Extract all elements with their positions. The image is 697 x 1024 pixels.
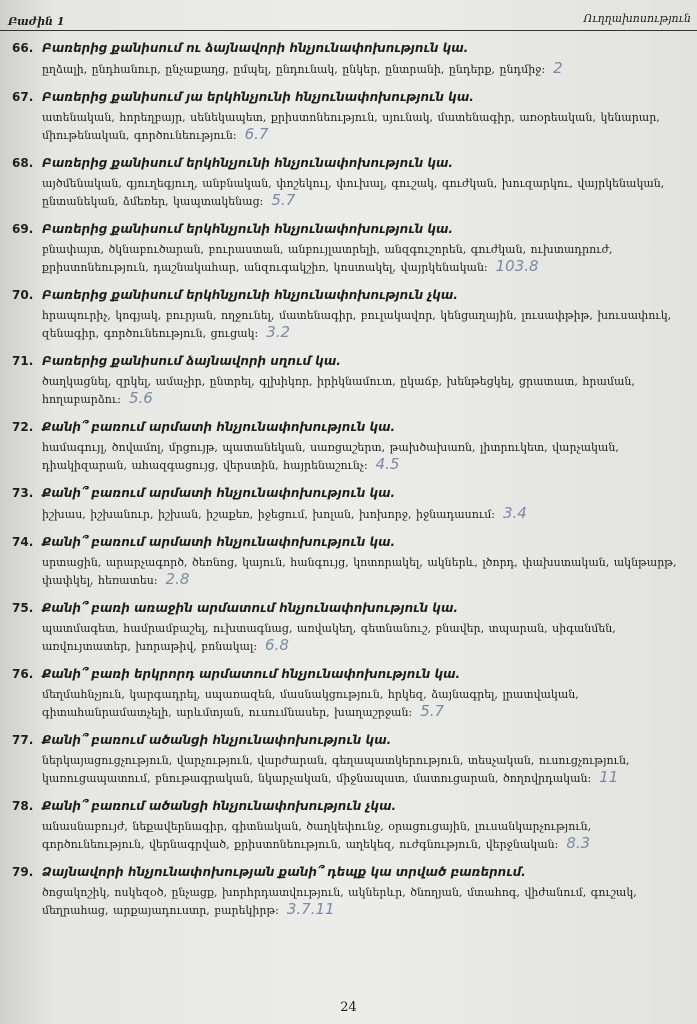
exercise-question-text: Քանի՞ բառի առաջին արմատում հնչյունափոխություն կա. — [42, 601, 458, 615]
exercise-question-text: Քանի՞ բառի երկրորդ արմատում հնչյունափոխություն կա. — [42, 667, 461, 681]
handwritten-answer: 11 — [599, 768, 619, 786]
handwritten-answer: 6.7 — [244, 125, 269, 143]
word-list-text: բնափայտ, ծկնաբուծարան, բուրաստան, անբույլատրելի, անզգուշորեն, գուժկան, ուխտադրուժ, քրիստոնեություն, դաշնակահար, անզուգակշիռ, կոստակել, վայրկենական: — [42, 243, 613, 274]
exercise-number: 68. — [12, 156, 34, 170]
word-list-text: ատենական, հորեղբայր, սենեկապետ, քրիստոնեություն, սյունակ, մատենագիր, առօրեական, կենարար, միութենական, գործունեություն: — [42, 111, 660, 142]
exercise-item — [12, 485, 693, 523]
exercise-item — [12, 40, 693, 78]
exercise-item — [12, 534, 693, 589]
exercise-number: 76. — [12, 667, 34, 681]
word-list-text: ներկայացուցչություն, վարչություն, վարժարան, գեղապատկերություն, տեսչական, ուսուցչություն, կառուցապատում, բնութագրական, նկարչական, միջնապատ, մատուցարան, ծողովրդական: — [42, 754, 630, 785]
exercise-item — [12, 287, 693, 342]
exercise-question — [12, 155, 693, 171]
exercise-word-list — [42, 175, 693, 210]
handwritten-answer: 3.4 — [502, 504, 527, 522]
word-list-text: հրապուրիչ, կոգյակ, բուրյան, ողջունել, մատենագիր, բուլակավոր, կենցաղային, լուսափթիթ, խուսափուկ, զենագիր, գործունեություն, ցուցակ: — [42, 309, 672, 340]
word-list-text: ծաղկացնել, զրկել, ամաչիր, ընտրել, գլխիկոր, իրիկնամուտ, ըկաճբ, խենթեցկել, ցրատատ, հրաման, հողաբարձու: — [42, 375, 635, 406]
exercise-number: 70. — [12, 288, 34, 302]
exercise-question — [12, 600, 693, 616]
exercise-item — [12, 600, 693, 655]
word-list-text: իշխաս, իշխանուր, իշխան, իշաքեռ, իջեցում, խոլան, խոխորջ, իջնադասում: — [42, 508, 495, 521]
exercise-number: 69. — [12, 222, 34, 236]
exercise-item — [12, 419, 693, 474]
exercise-number: 78. — [12, 799, 34, 813]
handwritten-answer: 3.7.11 — [286, 900, 335, 918]
exercise-question — [12, 419, 693, 435]
exercise-word-list — [42, 884, 693, 919]
exercise-list — [12, 40, 693, 930]
exercise-question — [12, 864, 693, 880]
exercise-word-list — [42, 505, 693, 523]
exercise-item — [12, 666, 693, 721]
exercise-item — [12, 155, 693, 210]
handwritten-answer: 2 — [553, 59, 563, 77]
exercise-question-text: Քանի՞ բառում արմատի հնչյունափոխություն կա. — [42, 535, 396, 549]
exercise-item — [12, 798, 693, 853]
exercise-question-text: Բառերից քանիսում երկհնչյունի հնչյունափոխություն կա. — [42, 156, 453, 170]
exercise-question-text: Քանի՞ բառում ածանցի հնչյունափոխություն չկա. — [42, 799, 397, 813]
exercise-question-text: Բառերից քանիսում երկհնչյունի հնչյունափոխություն չկա. — [42, 288, 458, 302]
exercise-question-text: Քանի՞ բառում ածանցի հնչյունափոխություն կա. — [42, 733, 392, 747]
word-list-text: մեղմահնչյուն, կարգադրել, սպառազեն, մասնակցություն, հրկեզ, ձայնագրել, լրատվական, գիտահանրամատչելի, արևմտյան, ուսումնասեր, խաղաշրջան: — [42, 688, 579, 719]
exercise-word-list — [42, 818, 693, 853]
handwritten-answer: 5.7 — [271, 191, 296, 209]
exercise-word-list — [42, 752, 693, 787]
exercise-question — [12, 666, 693, 682]
exercise-question — [12, 287, 693, 303]
exercise-question — [12, 353, 693, 369]
exercise-question — [12, 485, 693, 501]
word-list-text: համագույլ, ծովամոլ, մրցույթ, պատանեկան, սառցաշերտ, թախծախառն, լիտրուկետ, վարչական, դիակիզարան, ահազգացույց, վերստին, հայրենաշունչ: — [42, 441, 619, 472]
exercise-number: 74. — [12, 535, 34, 549]
exercise-question-text: Բառերից քանիսում յա երկհնչյունի հնչյունափոխություն կա. — [42, 90, 474, 104]
handwritten-answer: 103.8 — [495, 257, 539, 275]
word-list-text: սրտացին, արարչագործ, ծեռնոց, կայուն, հանգույց, կոտորակել, ակներև, լծորդ, փախստական, ակնթարթ, փափկել, հեռատես: — [42, 556, 677, 587]
exercise-number: 67. — [12, 90, 34, 104]
handwritten-answer: 5.6 — [128, 389, 153, 407]
exercise-number: 75. — [12, 601, 34, 615]
handwritten-answer: 8.3 — [566, 834, 591, 852]
exercise-number: 73. — [12, 486, 34, 500]
exercise-item — [12, 89, 693, 144]
exercise-number: 77. — [12, 733, 34, 747]
exercise-question-text: Բառերից քանիսում ձայնավորի սղում կա. — [42, 354, 341, 368]
exercise-word-list — [42, 620, 693, 655]
handwritten-answer: 4.5 — [375, 455, 400, 473]
chapter-title: Ուղղախոսություն — [583, 12, 691, 25]
exercise-number: 72. — [12, 420, 34, 434]
exercise-question — [12, 534, 693, 550]
exercise-word-list — [42, 60, 693, 78]
exercise-word-list — [42, 307, 693, 342]
exercise-number: 71. — [12, 354, 34, 368]
exercise-question-text: Քանի՞ բառում արմատի հնչյունափոխություն կա. — [42, 486, 396, 500]
exercise-item — [12, 732, 693, 787]
exercise-question — [12, 40, 693, 56]
exercise-question — [12, 798, 693, 814]
word-list-text: այծմենական, գյուղեգյուղ, անբնական, փոշեկուլ, փուխալ, գուշակ, գուժկան, խուզարկու, վայրկենական, ընտանեկան, ձմեռեր, կապտակենաց: — [42, 177, 665, 208]
exercise-word-list — [42, 109, 693, 144]
exercise-question — [12, 221, 693, 237]
exercise-number: 66. — [12, 41, 34, 55]
page-number: 24 — [340, 1000, 357, 1015]
handwritten-answer: 3.2 — [266, 323, 291, 341]
exercise-item — [12, 864, 693, 919]
word-list-text: պատմագետ, համրամբաշել, ուխտագնաց, առվակեղ, գետնանուշ, բնավեր, տպարան, սիգանմեն, առվույտատեր, խորաթիվ, բոնակալ: — [42, 622, 616, 653]
handwritten-answer: 6.8 — [265, 636, 289, 654]
word-list-text: ըղձալի, ընդհանուր, ընչաքաղց, ըմպել, ընդունակ, ընկեր, ընտրանի, ընդերք, ընդմիջ: — [42, 63, 546, 76]
exercise-word-list — [42, 554, 693, 589]
exercise-word-list — [42, 439, 693, 474]
word-list-text: անասնաբույժ, նեքավերնագիր, գիտնական, ծաղկեփունջ, օրացուցային, լուսանկարչություն, գործունեություն, վերնագրված, քրիստոնեություն, աղեկեզ, ուժգնություն, վերջնական: — [42, 820, 592, 851]
running-header — [0, 10, 697, 31]
exercise-word-list — [42, 241, 693, 276]
exercise-question — [12, 732, 693, 748]
exercise-question-text: Ձայնավորի հնչյունափոխության քանի՞ դեպք կա տրված բառերում. — [42, 865, 526, 879]
exercise-question-text: Բառերից քանիսում ու ձայնավորի հնչյունափոխություն կա. — [42, 41, 469, 55]
handwritten-answer: 2.8 — [165, 570, 190, 588]
exercise-question — [12, 89, 693, 105]
section-label: Բաժին 1 — [8, 15, 65, 28]
exercise-number: 79. — [12, 865, 34, 879]
exercise-item — [12, 353, 693, 408]
exercise-item — [12, 221, 693, 276]
exercise-word-list — [42, 686, 693, 721]
exercise-question-text: Բառերից քանիսում երկհնչյունի հնչյունափոխություն կա. — [42, 222, 453, 236]
handwritten-answer: 5.7 — [420, 702, 445, 720]
exercise-word-list — [42, 373, 693, 408]
word-list-text: ծոցակոշիկ, ոսկեզօծ, ընչացք, խորհրդատվություն, ակներևր, ծնողյան, մտահոգ, վիժանում, գուշակ, մեղրահաց, արքայադուստր, բարեկիրթ: — [42, 886, 637, 917]
exercise-question-text: Քանի՞ բառում արմատի հնչյունափոխություն կա. — [42, 420, 396, 434]
